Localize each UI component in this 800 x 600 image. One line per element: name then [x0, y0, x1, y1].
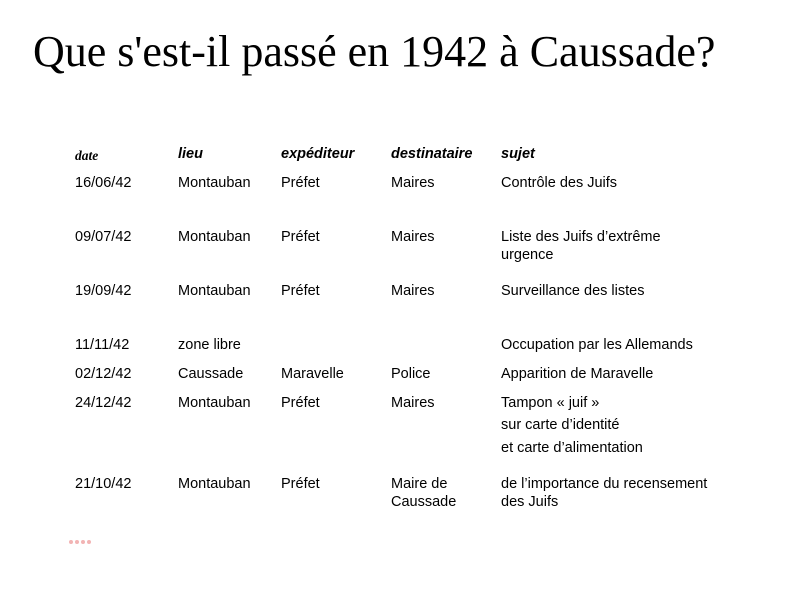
header-destinataire: destinataire	[391, 146, 473, 162]
row-date: 02/12/42	[75, 366, 132, 382]
ellipsis-dots	[69, 531, 95, 537]
row-lieu: Montauban	[178, 283, 251, 299]
row-sujet: Apparition de Maravelle	[501, 366, 654, 382]
row-date: 11/11/42	[75, 337, 130, 353]
header-sujet: sujet	[501, 146, 535, 162]
row-destinataire: Maires	[391, 283, 435, 299]
row-expediteur: Préfet	[281, 476, 320, 492]
row-expediteur: Préfet	[281, 395, 320, 411]
row-sujet-line2: urgence	[501, 247, 554, 263]
row-sujet: Liste des Juifs d’extrême	[501, 229, 661, 245]
row-date: 19/09/42	[75, 283, 132, 299]
row-date: 21/10/42	[75, 476, 132, 492]
row-sujet-line2: des Juifs	[501, 494, 559, 510]
row-date: 16/06/42	[75, 175, 132, 191]
row-sujet: Surveillance des listes	[501, 283, 645, 299]
row-lieu: Montauban	[178, 175, 251, 191]
row-destinataire: Maires	[391, 395, 435, 411]
row-date: 24/12/42	[75, 395, 132, 411]
row-destinataire: Maire de	[391, 476, 448, 492]
row-expediteur: Préfet	[281, 283, 320, 299]
header-date: date	[75, 148, 99, 163]
row-lieu: Caussade	[178, 366, 244, 382]
row-destinataire: Maires	[391, 229, 435, 245]
row-lieu: Montauban	[178, 476, 251, 492]
row-sujet-line2: sur carte d’identité	[501, 417, 620, 433]
row-destinataire: Police	[391, 366, 431, 382]
row-date: 09/07/42	[75, 229, 132, 245]
header-lieu: lieu	[178, 146, 203, 162]
page-title: Que s'est-il passé en 1942 à Caussade?	[33, 27, 716, 76]
row-sujet-line3: et carte d’alimentation	[501, 440, 643, 456]
row-lieu: Montauban	[178, 395, 251, 411]
header-expediteur: expéditeur	[281, 146, 355, 162]
row-sujet: Contrôle des Juifs	[501, 175, 618, 191]
row-sujet: Occupation par les Allemands	[501, 337, 693, 353]
row-lieu: Montauban	[178, 229, 251, 245]
row-lieu: zone libre	[178, 337, 241, 353]
row-destinataire-line2: Caussade	[391, 494, 457, 510]
row-expediteur: Préfet	[281, 229, 320, 245]
row-sujet: Tampon « juif »	[501, 395, 600, 411]
row-expediteur: Préfet	[281, 175, 320, 191]
row-sujet: de l’importance du recensement	[501, 476, 708, 492]
row-expediteur: Maravelle	[281, 366, 344, 382]
row-destinataire: Maires	[391, 175, 435, 191]
